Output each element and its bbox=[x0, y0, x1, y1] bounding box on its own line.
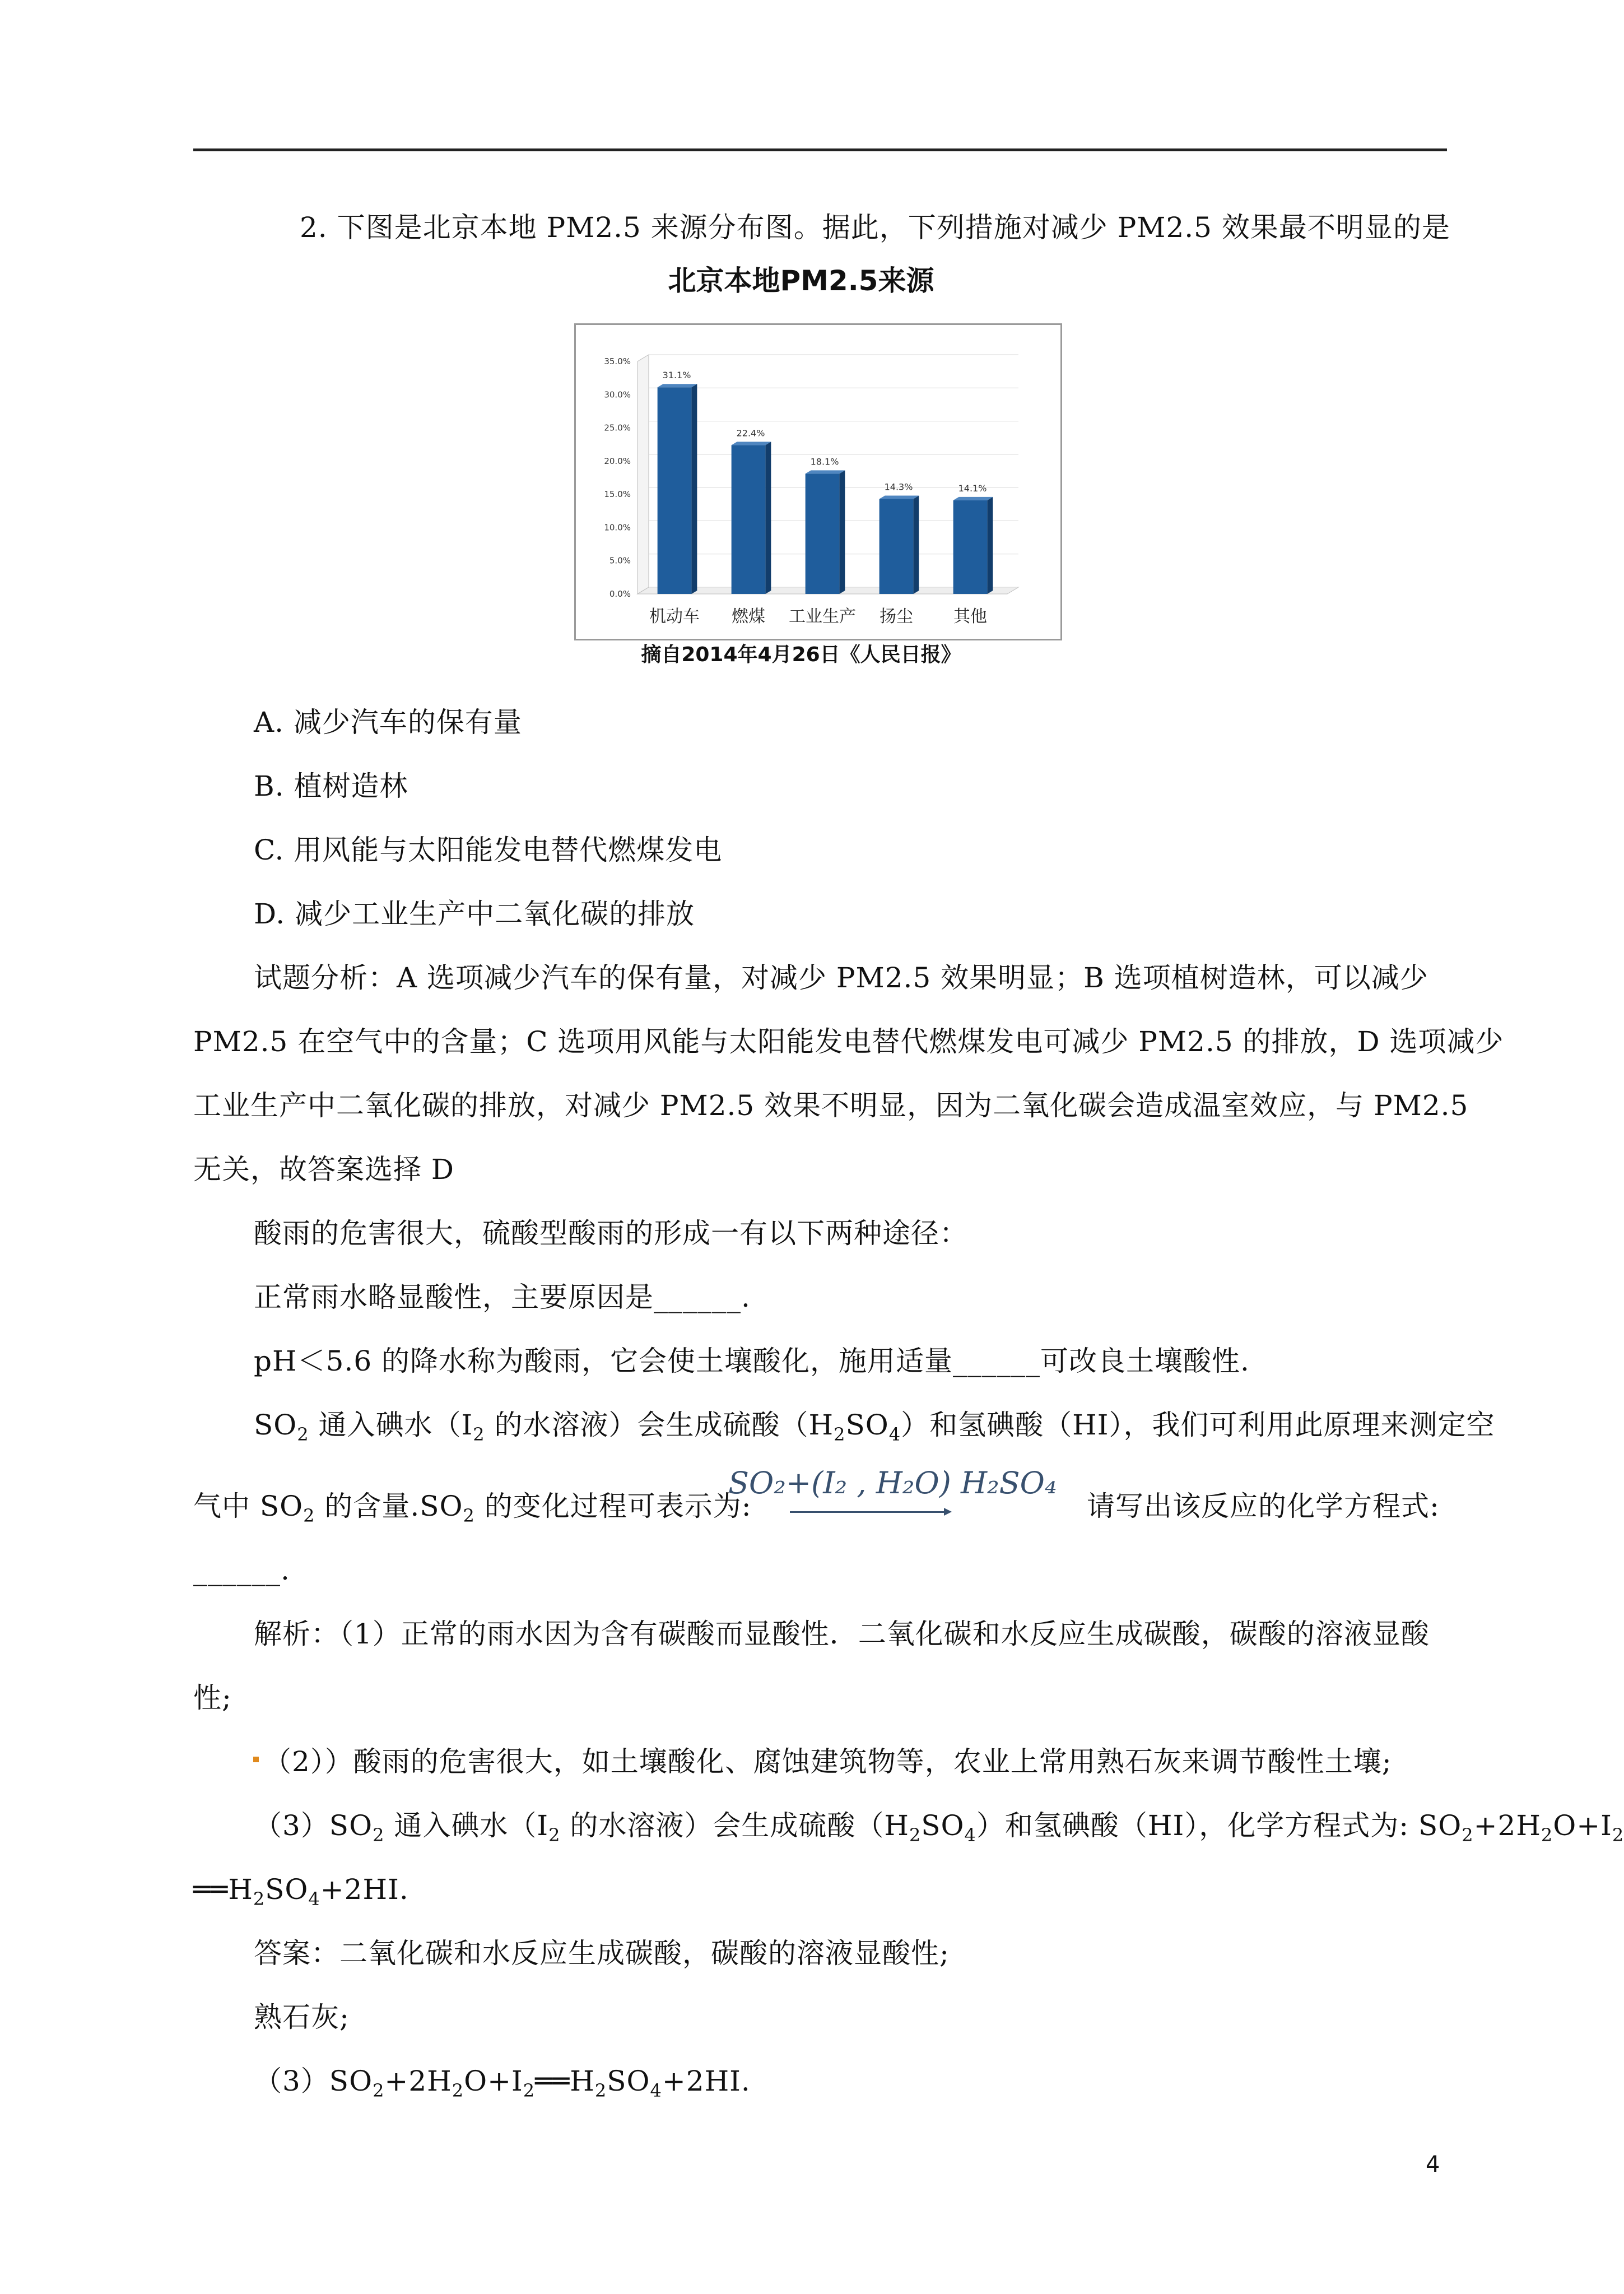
reaction-equation-image: SO₂+(I₂ , H₂O) H₂SO₄ bbox=[728, 1465, 1057, 1501]
category-label: 燃煤 bbox=[732, 607, 765, 626]
so2-line-1: $SO_2$ 通入碘水（$I_2$ 的水溶液）会生成硫酸$(H_2SO_4)$和氢碘酸（HI），我们可利用此原理来测定空 bbox=[254, 1409, 1495, 1445]
option-d: D. 减少工业生产中二氧化碳的排放 bbox=[254, 898, 695, 930]
bar bbox=[880, 499, 914, 594]
solution-line-3: （2））酸雨的危害很大，如土壤酸化、腐蚀建筑物等，农业上常用熟石灰来调节酸性土壤; bbox=[263, 1745, 1392, 1778]
bar-side bbox=[913, 495, 919, 594]
question-text: 2. 下图是北京本地 PM2.5 来源分布图。据此，下列措施对减少 PM2.5 效果最不明显的是 bbox=[300, 211, 1450, 244]
bar-side bbox=[839, 470, 845, 594]
answer-line-1: 答案：二氧化碳和水反应生成碳酸，碳酸的溶液显酸性; bbox=[254, 1937, 950, 1970]
bar bbox=[658, 387, 692, 594]
y-tick-label: 10.0% bbox=[604, 522, 631, 533]
solution-line-1: 解析：（1）正常的雨水因为含有碳酸而显酸性．二氧化碳和水反应生成碳酸，碳酸的溶液显酸 bbox=[254, 1618, 1430, 1650]
solution-line-5: $══H_2SO_4+2HI$. bbox=[193, 1873, 409, 1910]
category-label: 扬尘 bbox=[880, 607, 913, 626]
data-label: 14.3% bbox=[884, 481, 913, 493]
y-tick-label: 25.0% bbox=[604, 422, 631, 433]
option-a: A. 减少汽车的保有量 bbox=[254, 706, 522, 739]
y-tick-label: 5.0% bbox=[609, 555, 631, 566]
bar-side bbox=[987, 497, 993, 594]
option-b: B. 植树造林 bbox=[254, 770, 408, 802]
header-rule bbox=[193, 148, 1447, 151]
category-label: 其他 bbox=[953, 607, 987, 626]
bar-chart-svg bbox=[576, 325, 1060, 639]
bar bbox=[806, 473, 840, 594]
bar-chart bbox=[574, 323, 1062, 640]
data-label: 18.1% bbox=[810, 456, 839, 467]
bar-top bbox=[806, 470, 845, 473]
option-c: C. 用风能与太阳能发电替代燃煤发电 bbox=[254, 834, 723, 866]
chart-title: 北京本地PM2.5来源 bbox=[668, 264, 934, 297]
bar-top bbox=[953, 497, 993, 500]
answer-line-2: 熟石灰; bbox=[254, 2001, 350, 2033]
bar bbox=[953, 500, 988, 594]
acid-line-3: pH＜5.6 的降水称为酸雨，它会使土壤酸化，施用适量______可改良土壤酸性. bbox=[254, 1345, 1250, 1377]
analysis-line-3: 工业生产中二氧化碳的排放，对减少 PM2.5 效果不明显，因为二氧化碳会造成温室效应，与 PM2.5 bbox=[193, 1089, 1469, 1122]
chart-side-wall bbox=[637, 355, 649, 594]
y-tick-label: 0.0% bbox=[609, 589, 631, 599]
analysis-line-4: 无关，故答案选择 D bbox=[193, 1153, 454, 1186]
data-label: 14.1% bbox=[958, 482, 987, 494]
y-tick-label: 35.0% bbox=[604, 356, 631, 366]
category-label: 工业生产 bbox=[789, 607, 856, 626]
so2-line-2a: 气中 $SO_2$ 的含量$.SO_2$ 的变化过程可表示为: bbox=[193, 1490, 752, 1526]
bar-top bbox=[658, 384, 697, 387]
bar-top bbox=[880, 495, 919, 499]
acid-line-2: 正常雨水略显酸性，主要原因是______. bbox=[254, 1281, 751, 1313]
bar-top bbox=[732, 442, 771, 445]
data-label: 22.4% bbox=[736, 428, 765, 439]
acid-line-1: 酸雨的危害很大，硫酸型酸雨的形成一有以下两种途径： bbox=[254, 1217, 968, 1250]
answer-line-3: $(3)SO_2+2H_2O+I_2══H_2SO_4+2HI$. bbox=[254, 2065, 751, 2101]
solution-line-2: 性; bbox=[193, 1682, 232, 1714]
bullet-dot-icon bbox=[253, 1757, 259, 1762]
y-tick-label: 20.0% bbox=[604, 456, 631, 466]
answer-blank: ______. bbox=[193, 1554, 290, 1586]
analysis-line-2: PM2.5 在空气中的含量；C 选项用风能与太阳能发电替代燃煤发电可减少 PM2.5 的排放，D 选项减少 bbox=[193, 1025, 1504, 1058]
data-label: 31.1% bbox=[662, 370, 691, 381]
y-tick-label: 30.0% bbox=[604, 389, 631, 400]
analysis-line-1: 试题分析：A 选项减少汽车的保有量，对减少 PM2.5 效果明显；B 选项植树造林，可以减少 bbox=[254, 962, 1428, 994]
so2-line-2b: 请写出该反应的化学方程式: bbox=[1087, 1490, 1440, 1522]
bar-side bbox=[765, 442, 771, 594]
chart-source: 摘自2014年4月26日《人民日报》 bbox=[641, 643, 961, 666]
solution-line-4: $(3)SO_2$ 通入碘水（$I_2$ 的水溶液）会生成硫酸$(H_2SO_4)$和氢碘酸（HI），化学方程式为: $SO_2+2H_2O+I_2$ bbox=[254, 1809, 1624, 1846]
category-label: 机动车 bbox=[649, 607, 700, 626]
y-tick-label: 15.0% bbox=[604, 489, 631, 500]
reaction-arrow-icon bbox=[790, 1511, 950, 1513]
bar-side bbox=[691, 384, 697, 594]
page-number: 4 bbox=[1426, 2152, 1440, 2177]
bar bbox=[732, 445, 766, 594]
